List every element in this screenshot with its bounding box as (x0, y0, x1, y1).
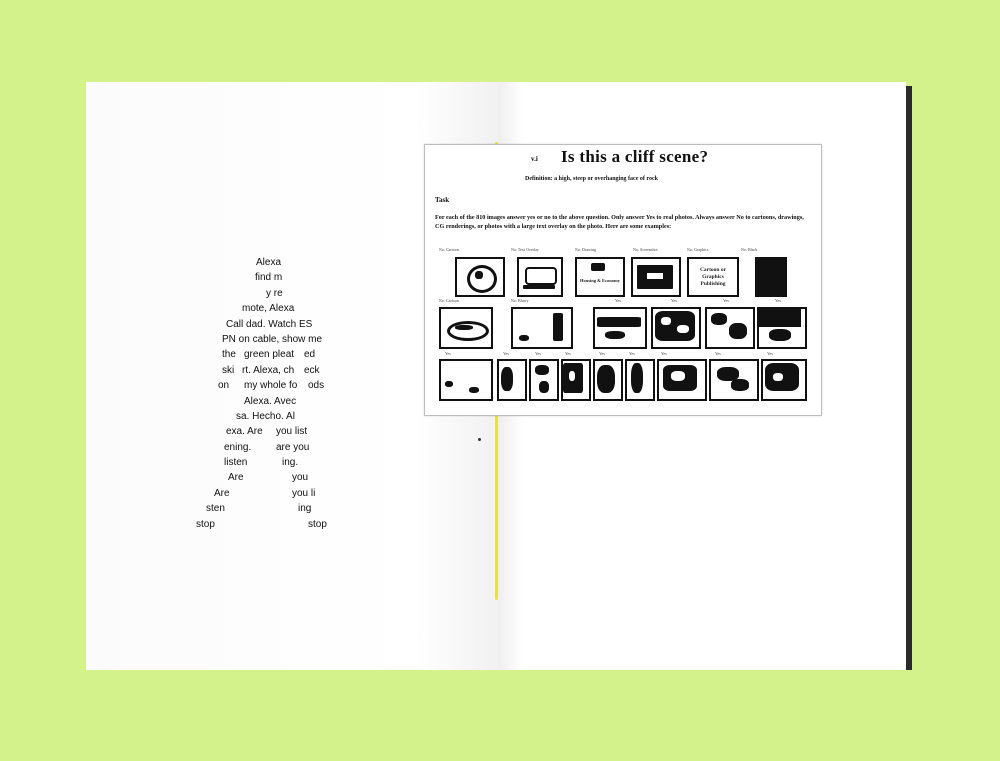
poem-word: stop (196, 518, 215, 530)
row3-caption-2: Yes (503, 351, 509, 356)
poem-word: you (292, 472, 309, 484)
row2-caption-6: Yes (775, 298, 781, 303)
row3-caption-5: Yes (599, 351, 605, 356)
row3-caption-9: Yes (767, 351, 773, 356)
example-thumb-cliff-12 (709, 359, 759, 401)
poem-line (196, 424, 371, 439)
poem-word: stop (308, 518, 327, 530)
example-thumb-cliff-8 (561, 359, 591, 401)
row2-caption-3: Yes (615, 298, 621, 303)
poem-word: Are (228, 472, 244, 484)
example-thumb-cliff-1 (593, 307, 647, 349)
poem-word: exa. Are (226, 426, 263, 438)
poem-line (196, 470, 371, 485)
thumb-text-3: Housing & Economy (579, 278, 620, 283)
poem-word: you list (276, 426, 308, 438)
poem-word: you li (292, 487, 316, 499)
poem-word: ski (222, 364, 235, 376)
poem-word: Are (214, 487, 230, 499)
row1-caption-1: No: Cartoon (439, 247, 459, 252)
poem-line (196, 486, 371, 501)
row3-caption-1: Yes (445, 351, 451, 356)
poem-word: ing. (282, 457, 299, 469)
poem-word: my whole fo (244, 380, 298, 392)
thumb-text-5: Cartoon or Graphics Publishing (699, 267, 727, 287)
example-thumb-cliff-10 (625, 359, 655, 401)
example-thumb-cliff-2 (651, 307, 701, 349)
example-thumb-cliff-9 (593, 359, 623, 401)
example-thumb-cliff-5 (439, 359, 493, 401)
poem-word: Alexa (256, 257, 282, 268)
row1-caption-2: No: Text Overlay (511, 247, 539, 252)
poem-word: on (218, 380, 230, 392)
poem-line (196, 394, 371, 409)
example-thumb-screenshot (631, 257, 681, 297)
poem-line (196, 286, 371, 301)
poem-word: listen (224, 457, 248, 469)
example-thumb-cliff-11 (657, 359, 707, 401)
row3-caption-3: Yes (535, 351, 541, 356)
example-thumb-drawing (575, 257, 625, 297)
poem-word: sa. Hecho. Al (236, 410, 295, 422)
poem-word: ening. (224, 441, 252, 453)
poem-line (196, 332, 371, 347)
row2-caption-4: Yes (671, 298, 677, 303)
poem-word: y re (266, 287, 283, 299)
poem-line (196, 317, 371, 332)
row1-caption-3: No: Drawing (575, 247, 596, 252)
poem-line (196, 301, 371, 316)
poem-line (196, 517, 371, 532)
insert-definition: Definition: a high, steep or overhanging face of rock (525, 176, 658, 182)
example-thumb-cliff-6 (497, 359, 527, 401)
pin-dot (478, 438, 481, 441)
poem-line (196, 270, 371, 285)
poem-word: are you (276, 441, 310, 453)
poem-word: Alexa. Avec (244, 395, 297, 407)
row1-caption-5: No: Graphics (687, 247, 709, 252)
poem-line (196, 347, 371, 362)
poem-word: mote, Alexa (242, 303, 295, 315)
poem-word: PN on cable, show me (222, 333, 323, 345)
task-text: For each of the 810 images answer yes or no to the above question. Only answer Yes to real photos. Always answer No to cartoons, drawings, CG renderings, or photos with a large text overlay on the photo. Here are some examples: (435, 214, 804, 230)
poem-line (196, 455, 371, 470)
poem-line (196, 501, 371, 516)
poem-line (196, 255, 371, 270)
example-thumb-cliff-4 (757, 307, 807, 349)
poem-word: the (222, 349, 236, 361)
poem-word: ed (304, 349, 316, 361)
cliff-task-insert (424, 144, 822, 416)
example-thumb-cartoon (455, 257, 505, 297)
row2-caption-5: Yes (723, 298, 729, 303)
row2-caption-1: No: Cartoon (439, 298, 459, 303)
poem-line (196, 409, 371, 424)
example-thumb-graphics (687, 257, 739, 297)
poem-word: green pleat (244, 349, 295, 361)
row3-caption-8: Yes (715, 351, 721, 356)
row2-caption-2: No: Blurry (511, 298, 529, 303)
example-thumb-cliff-3 (705, 307, 755, 349)
poem-word: eck (304, 364, 320, 376)
insert-title: Is this a cliff scene? (561, 147, 709, 166)
poem-line (196, 440, 371, 455)
example-thumb-cliff-13 (761, 359, 807, 401)
poem-word: rt. Alexa, ch (242, 364, 295, 376)
poem-word: Call dad. Watch ES (226, 318, 313, 330)
example-thumb-blurry (511, 307, 573, 349)
row1-caption-6: No: Black (741, 247, 758, 252)
example-thumb-cartoon-2 (439, 307, 493, 349)
row3-caption-7: Yes (661, 351, 667, 356)
example-thumb-text-overlay (517, 257, 563, 297)
row3-caption-6: Yes (629, 351, 635, 356)
poem-word: find m (255, 272, 283, 284)
row1-caption-4: No: Screenshot (633, 247, 658, 252)
poem-line (196, 363, 371, 378)
poem-line (196, 378, 371, 393)
row3-caption-4: Yes (565, 351, 571, 356)
example-thumb-cliff-7 (529, 359, 559, 401)
concrete-poem (196, 255, 371, 532)
insert-number: v.i (531, 155, 538, 163)
poem-word: ods (308, 380, 325, 392)
poem-word: sten (206, 503, 225, 515)
poem-word: ing (298, 503, 312, 515)
task-heading: Task (435, 196, 450, 204)
example-thumb-black (755, 257, 787, 297)
